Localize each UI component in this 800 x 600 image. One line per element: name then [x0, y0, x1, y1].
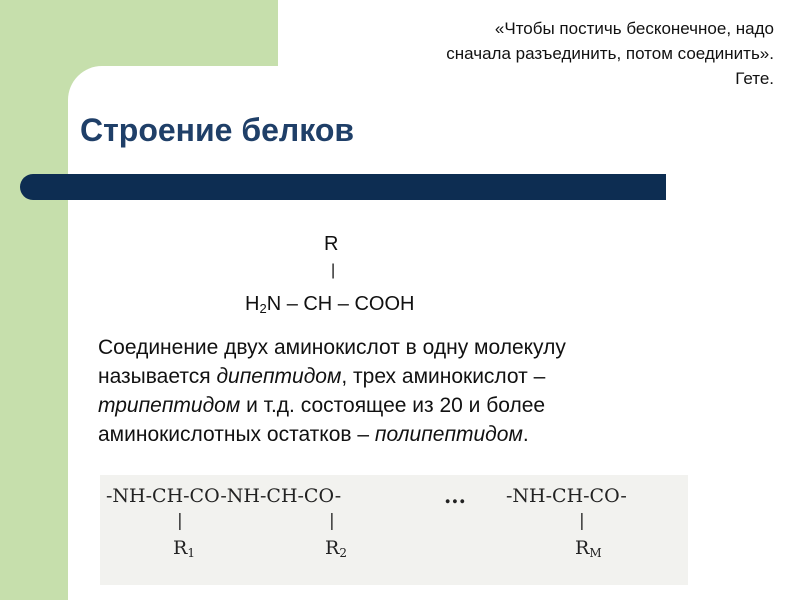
- radical-letter: R: [325, 537, 340, 559]
- radical-index: 1: [187, 546, 195, 560]
- radical-letter: R: [575, 537, 590, 559]
- para-line-1: Соединение двух аминокислот в одну молекулу: [98, 336, 566, 359]
- epigraph-quote: [304, 16, 774, 91]
- chain-ellipsis: ...: [444, 483, 466, 508]
- para-line-4: [98, 420, 718, 449]
- quote-line-1: «Чтобы постичь бесконечное, надо: [494, 19, 774, 38]
- para-text: , трех аминокислот –: [341, 365, 546, 388]
- para-line-2: [98, 362, 718, 391]
- chain-radical-2: [325, 537, 347, 559]
- definition-paragraph: [98, 333, 718, 449]
- quote-line-2: сначала разъединить, потом соединить».: [446, 44, 774, 63]
- chain-bond-1: |: [177, 511, 183, 531]
- radical-index: 2: [339, 546, 347, 560]
- title-divider-bar: [20, 174, 666, 200]
- formula-bond: |: [331, 262, 336, 279]
- term-polypeptide: полипептидом: [374, 423, 523, 446]
- radical-index: M: [589, 546, 602, 560]
- para-text: аминокислотных остатков –: [98, 423, 375, 446]
- slide-title: Строение белков: [80, 112, 355, 148]
- peptide-chain-figure: [100, 475, 688, 585]
- formula-h: H: [245, 293, 260, 315]
- radical-letter: R: [173, 537, 188, 559]
- term-dipeptide: дипептидом: [216, 365, 342, 388]
- chain-segment-2: -NH-CH-CO-: [506, 485, 627, 507]
- para-text: называется: [98, 365, 217, 388]
- para-text: и т.д. состоящее из 20 и более: [240, 394, 546, 417]
- formula-backbone: N – CH – COOH: [266, 293, 415, 315]
- chain-radical-1: [173, 537, 195, 559]
- formula-radical: R: [324, 233, 339, 255]
- para-line-3: [98, 391, 718, 420]
- formula-subscript: 2: [259, 301, 267, 316]
- term-tripeptide: трипептидом: [98, 394, 241, 417]
- chain-radical-m: [575, 537, 602, 559]
- chain-segment-1: -NH-CH-CO-NH-CH-CO-: [106, 485, 342, 507]
- quote-author: Гете.: [735, 69, 774, 88]
- para-text: .: [522, 423, 529, 446]
- formula-main: [245, 293, 415, 316]
- chain-bond-m: |: [579, 511, 585, 531]
- chain-bond-2: |: [329, 511, 335, 531]
